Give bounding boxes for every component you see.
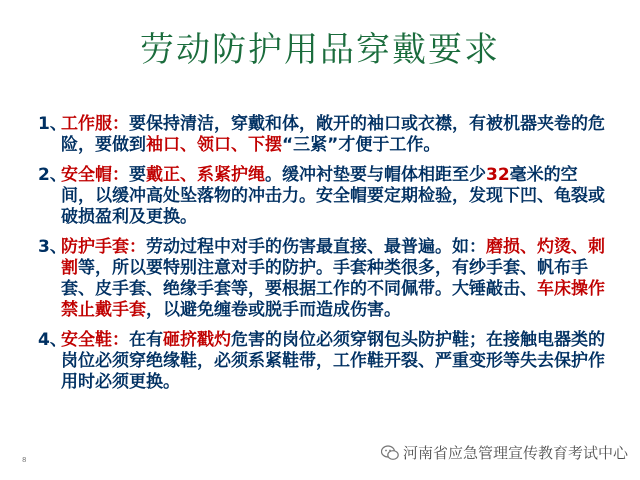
list-item bbox=[38, 165, 606, 228]
highlighted-text: 工作服： bbox=[61, 114, 129, 134]
highlighted-text: 32 bbox=[486, 165, 510, 185]
highlighted-text: 防护手套： bbox=[61, 237, 146, 257]
slide-title: 劳动防护用品穿戴要求 bbox=[140, 30, 500, 70]
body-text: 危害的岗位必须穿钢包头防护鞋；在接触电器类的岗位必须穿绝缘鞋，必须系紧鞋带，工作鞋开裂、严重变形等失去保护作用时必须更换。 bbox=[61, 330, 605, 392]
highlighted-text: 磨损、灼烫、刺割 bbox=[61, 237, 605, 278]
item-number: 2、 bbox=[38, 165, 67, 185]
body-text: 要保持清洁，穿戴和体，敞开的袖口或衣襟，有被机器夹卷的危险，要做到 bbox=[61, 114, 605, 155]
body-text: 在有 bbox=[129, 330, 163, 350]
watermark-text: 河南省应急管理宣传教育考试中心 bbox=[402, 444, 628, 462]
body-text: ，以避免缠卷或脱手而造成伤害。 bbox=[146, 300, 401, 320]
item-number: 4、 bbox=[38, 330, 67, 350]
body-text: “三紧”才便于工作。 bbox=[282, 135, 441, 155]
highlighted-text: 砸挤戳灼 bbox=[163, 330, 231, 350]
body-text: 。缓冲衬垫要与帽体相距至少 bbox=[265, 165, 486, 185]
item-number: 1、 bbox=[38, 114, 67, 134]
page-number: 8 bbox=[22, 456, 27, 464]
body-text: 要 bbox=[129, 165, 146, 185]
item-number: 3、 bbox=[38, 237, 67, 257]
highlighted-text: 安全帽： bbox=[61, 165, 129, 185]
item-text bbox=[61, 165, 605, 227]
item-text bbox=[61, 237, 605, 320]
watermark bbox=[381, 442, 628, 463]
body-text: 劳动过程中对手的伤害最直接、最普遍。如： bbox=[146, 237, 486, 257]
list-item bbox=[38, 237, 606, 321]
list-item bbox=[38, 330, 606, 393]
requirements-list bbox=[38, 114, 606, 402]
wechat-icon bbox=[381, 445, 399, 461]
body-text: 毫米的空间，以缓冲高处坠落物的冲击力。安全帽要定期检验，发现下凹、龟裂或破损盈利及更换。 bbox=[61, 165, 605, 227]
highlighted-text: 袖口、领口、下摆 bbox=[146, 135, 282, 155]
highlighted-text: 戴正、系紧护绳 bbox=[146, 165, 265, 185]
item-text bbox=[61, 114, 605, 155]
list-item bbox=[38, 114, 606, 156]
highlighted-text: 车床操作禁止戴手套 bbox=[61, 279, 605, 320]
highlighted-text: 安全鞋： bbox=[61, 330, 129, 350]
body-text: 等，所以要特别注意对手的防护。手套种类很多，有纱手套、帆布手套、皮手套、绝缘手套等，要根据工作的不同佩带。大锤敲击、 bbox=[61, 258, 588, 299]
item-text bbox=[61, 330, 605, 392]
